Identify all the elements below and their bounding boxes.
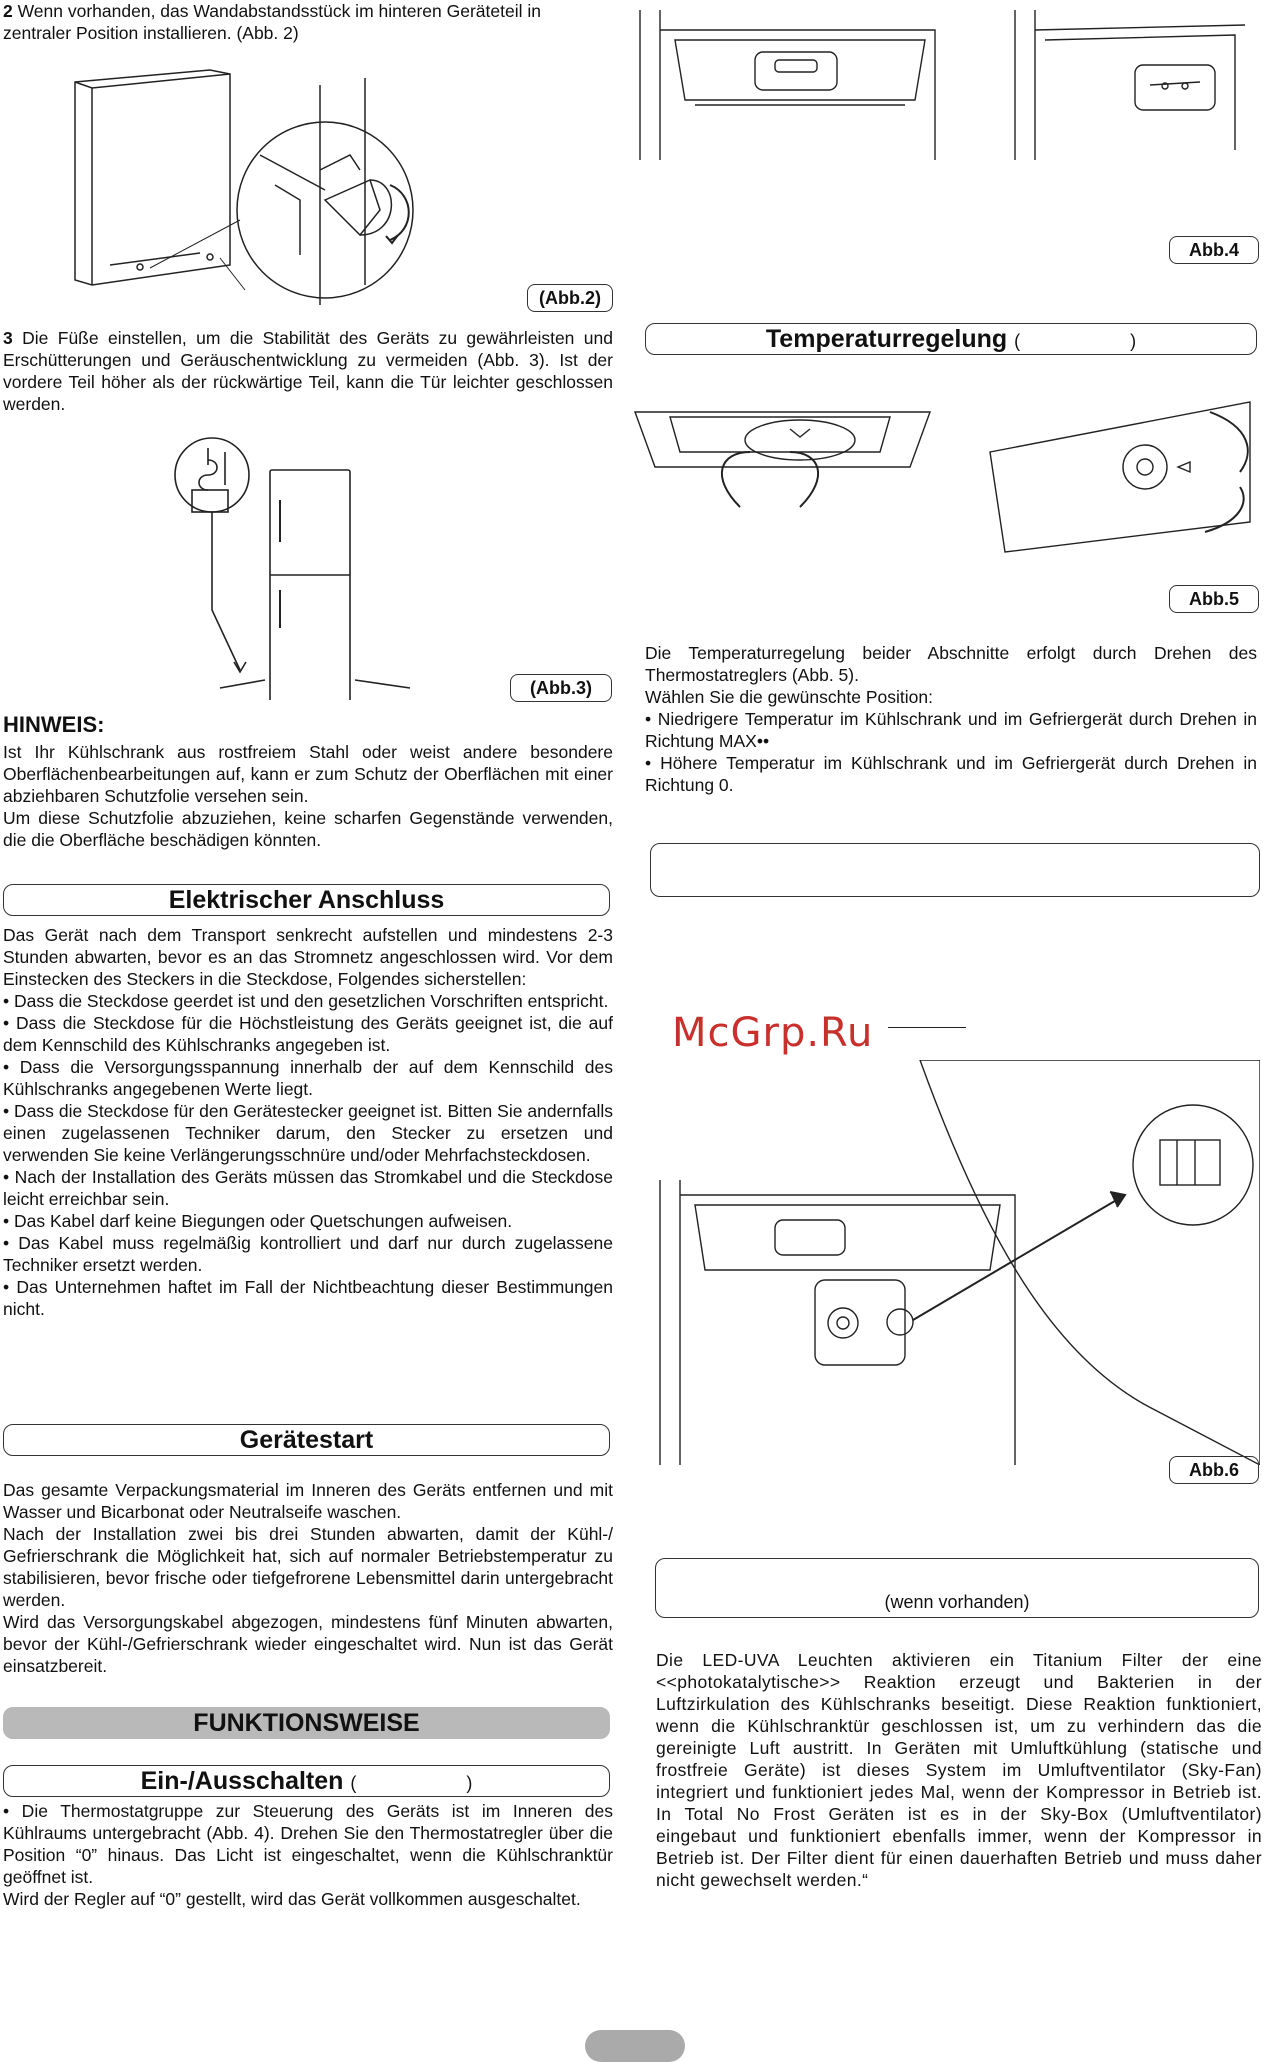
list-item: • Dass die Steckdose für die Höchstleistung des Geräts geeignet ist, die auf dem Kennschild des Kühlschranks angegeben ist.: [3, 1013, 613, 1055]
uva-subtitle: (wenn vorhanden): [884, 1592, 1030, 1612]
underline-rule: [888, 1027, 966, 1028]
section-heading-funktionsweise: FUNKTIONSWEISE: [3, 1707, 610, 1739]
section-heading-temperaturregelung: Temperaturregelung ( ): [645, 323, 1257, 355]
hinweis-text: Ist Ihr Kühlschrank aus rostfreiem Stahl oder weist andere besondere Oberflächenbearbeitungen auf, kann er zum Schutz der Oberflächen mit einer abziehbaren Schutzfolie versehen sein. Um diese Schutzfolie abzuziehen, keine scharfen Gegenstände verwenden, die die Oberfläche beschädigen könnten.: [3, 742, 613, 850]
step3-text: 3 Die Füße einstellen, um die Stabilität des Geräts zu gewährleisten und Erschütterungen und Geräuschentwicklung zu vermeiden (Abb. 3). Ist der vordere Teil höher als der rückwärtige Teil, kann die Tür leichter geschlossen werden.: [3, 328, 613, 414]
figure-label-abb5: Abb.5: [1169, 585, 1259, 613]
section-heading-uva: [655, 1558, 1259, 1618]
figure-abb5: [630, 392, 1260, 582]
list-item: • Dass die Steckdose geerdet ist und den gesetzlichen Vorschriften entspricht.: [3, 991, 609, 1011]
step2-text: 2 Wenn vorhanden, das Wandabstandsstück im hinteren Geräteteil in zentraler Position installieren. (Abb. 2): [3, 1, 541, 43]
uva-text: Die LED-UVA Leuchten aktivieren ein Titanium Filter der eine <<photokatalytische>> Reaktion erzeugt und Bakterien in der Luftzirkulation des Kühlschranks beseitigt. Diese Reaktion funktioniert, wenn die Kühlschranktür geschlossen ist, um zu verhindern das die gereinigte Luft austritt. In Geräten mit Umluftkühlung (statische und frostfreie Geräte) ist dieses System im Umluftventilator (Sky-Fan) integriert und funktioniert jedes Mal, wenn der Kompressor in Betrieb ist. In Total No Frost Geräten ist es in der Sky-Box (Umluftventilator) eingebaut und funktioniert ebenfalls immer, wenn der Kompressor in Betrieb ist. Der Filter dient für einen dauerhaften Betrieb und muss daher nicht gewechselt werden.“: [656, 1650, 1262, 1890]
figure-label-abb6: Abb.6: [1169, 1456, 1259, 1484]
ein-ausschalten-text: • Die Thermostatgruppe zur Steuerung des Geräts ist im Inneren des Kühlraums untergebracht (Abb. 4). Drehen Sie den Thermostatregler über die Position “0” hinaus. Das Licht ist eingeschaltet, wenn die Kühlschranktür geöffnet ist. Wird der Regler auf “0” gestellt, wird das Gerät vollkommen ausgeschaltet.: [3, 1801, 613, 1909]
list-item: • Dass die Versorgungsspannung innerhalb der auf dem Kennschild des Kühlschranks angegebenen Werte liegt.: [3, 1057, 613, 1099]
list-item: • Nach der Installation des Geräts müssen das Stromkabel und die Steckdose leicht erreichbar sein.: [3, 1167, 613, 1209]
figure-label-abb2: (Abb.2): [527, 284, 613, 312]
figure-abb3: [170, 430, 440, 700]
section-heading-elektrischer-anschluss: Elektrischer Anschluss: [3, 884, 610, 916]
temperaturregelung-text: Die Temperaturregelung beider Abschnitte erfolgt durch Drehen des Thermostatreglers (Abb. 5). Wählen Sie die gewünschte Position: • Niedrigere Temperatur im Kühlschrank und im Gefriergerät durch Drehen in Richtung MAX•• • Höhere Temperatur im Kühlschrank und im Gefriergerät durch Drehen in Richtung 0.: [645, 643, 1257, 795]
figure-abb4: [635, 10, 1260, 260]
list-item: • Das Kabel darf keine Biegungen oder Quetschungen aufweisen.: [3, 1211, 513, 1231]
list-item: • Das Kabel muss regelmäßig kontrolliert und darf nur durch zugelassene Techniker ersetzt werden.: [3, 1233, 613, 1275]
figure-label-abb4: Abb.4: [1169, 236, 1259, 264]
figure-abb6: [655, 1060, 1260, 1465]
watermark: McGrp.Ru: [672, 1010, 874, 1056]
section-heading-ein-ausschalten: Ein-/Ausschalten ( ): [3, 1765, 610, 1797]
elektrisch-text: Das Gerät nach dem Transport senkrecht aufstellen und mindestens 2-3 Stunden abwarten, bevor es an das Stromnetz angeschlossen wird. Vor dem Einstecken des Steckers in die Steckdose, Folgendes sicherstellen: • Dass die Steckdose geerdet ist und den gesetzlichen Vorschriften entspricht. • Dass die Steckdose für die Höchstleistung des Geräts geeignet ist, die auf dem Kennschild des Kühlschranks angegeben ist. • Dass die Versorgungsspannung innerhalb der auf dem Kennschild des Kühlschranks angegebenen Werte liegt. • Dass die Steckdose für den Gerätestecker geeignet ist. Bitten Sie andernfalls einen zugelassenen Techniker darum, den Stecker zu ersetzen und verwenden Sie keine Verlängerungsschnüre und/oder Mehrfachsteckdosen. • Nach der Installation des Geräts müssen das Stromkabel und die Steckdose leicht erreichbar sein. • Das Kabel darf keine Biegungen oder Quetschungen aufweisen. • Das Kabel muss regelmäßig kontrolliert und darf nur durch zugelassene Techniker ersetzt werden. • Das Unternehmen haftet im Fall der Nichtbeachtung dieser Bestimmungen nicht.: [3, 925, 613, 1319]
hinweis-heading: HINWEIS:: [3, 712, 105, 737]
list-item: • Das Unternehmen haftet im Fall der Nichtbeachtung dieser Bestimmungen nicht.: [3, 1277, 613, 1319]
page-number-pill: [585, 2030, 685, 2062]
figure-label-abb3: (Abb.3): [510, 674, 612, 702]
list-item: • Dass die Steckdose für den Gerätestecker geeignet ist. Bitten Sie andernfalls einen zugelassenen Techniker darum, den Stecker zu ersetzen und verwenden Sie keine Verlängerungsschnüre und/oder Mehrfachsteckdosen.: [3, 1101, 613, 1165]
section-heading-geraetestart: Gerätestart: [3, 1424, 610, 1456]
geraetestart-text: Das gesamte Verpackungsmaterial im Inneren des Geräts entfernen und mit Wasser und Bicarbonat oder Neutralseife waschen. Nach der Installation zwei bis drei Stunden abwarten, damit der Kühl-/ Gefrierschrank die Möglichkeit hat, sich auf normaler Betriebstemperatur zu stabilisieren, bevor frische oder tiefgefrorene Lebensmittel darin untergebracht werden. Wird das Versorgungskabel abgezogen, mindestens fünf Minuten abwarten, bevor der Kühl-/Gefrierschrank wieder eingeschaltet wird. Nun ist das Gerät einsatzbereit.: [3, 1480, 613, 1676]
empty-heading-box: [650, 843, 1260, 897]
